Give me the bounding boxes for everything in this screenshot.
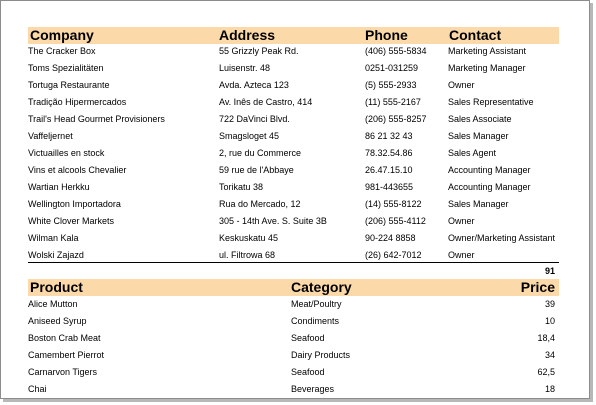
contact-cell: Sales Associate — [448, 114, 512, 124]
table-row — [28, 162, 568, 179]
company-cell: Wartian Herkku — [28, 182, 90, 192]
company-cell: Wellington Importadora — [28, 199, 121, 209]
company-cell: Victuailles en stock — [28, 148, 105, 158]
product-cell: Camembert Pierrot — [28, 350, 105, 360]
table-row — [28, 43, 568, 60]
price-cell: 62,5 — [537, 367, 555, 377]
price-cell: 10 — [544, 316, 555, 326]
company-cell: Wilman Kala — [28, 233, 79, 243]
customers-total: 91 — [544, 266, 555, 276]
company-cell: White Clover Markets — [28, 216, 115, 226]
contact-cell: Sales Manager — [448, 199, 509, 209]
table-row — [28, 230, 568, 247]
address-cell: 2, rue du Commerce — [219, 148, 302, 158]
address-cell: 722 DaVinci Blvd. — [219, 114, 290, 124]
table-row — [28, 381, 568, 398]
product-cell: Chai — [28, 384, 47, 394]
category-cell: Dairy Products — [291, 350, 351, 360]
address-cell: 59 rue de l'Abbaye — [219, 165, 294, 175]
address-cell: ul. Filtrowa 68 — [219, 250, 276, 260]
category-cell: Meat/Poultry — [291, 299, 342, 309]
phone-cell: (406) 555-5834 — [365, 46, 427, 56]
phone-header: Phone — [365, 27, 408, 43]
phone-cell: (206) 555-8257 — [365, 114, 427, 124]
address-header: Address — [219, 27, 276, 43]
contact-cell: Sales Manager — [448, 131, 509, 141]
category-header: Category — [291, 279, 352, 295]
company-cell: Tradição Hipermercados — [28, 97, 127, 107]
phone-cell: (5) 555-2933 — [365, 80, 417, 90]
price-cell: 18,4 — [537, 333, 555, 343]
customers-header — [28, 27, 559, 44]
table-row — [28, 213, 568, 230]
table-row — [28, 94, 568, 111]
table-row — [28, 296, 568, 313]
address-cell: Rua do Mercado, 12 — [219, 199, 301, 209]
address-cell: Torikatu 38 — [219, 182, 264, 192]
phone-cell: 86 21 32 43 — [365, 131, 413, 141]
address-cell: Av. Inês de Castro, 414 — [219, 97, 313, 107]
table-row — [28, 313, 568, 330]
total-separator — [28, 262, 559, 263]
products-header — [28, 279, 559, 296]
company-cell: Trail's Head Gourmet Provisioners — [28, 114, 165, 124]
address-cell: Avda. Azteca 123 — [219, 80, 289, 90]
company-cell: Vins et alcools Chevalier — [28, 165, 127, 175]
phone-cell: (11) 555-2167 — [365, 97, 421, 107]
table-row — [28, 364, 568, 381]
product-cell: Carnarvon Tigers — [28, 367, 98, 377]
category-cell: Beverages — [291, 384, 335, 394]
company-cell: Tortuga Restaurante — [28, 80, 110, 90]
table-row — [28, 128, 568, 145]
address-cell: 55 Grizzly Peak Rd. — [219, 46, 299, 56]
product-cell: Boston Crab Meat — [28, 333, 101, 343]
price-header: Price — [520, 279, 555, 295]
price-cell: 34 — [544, 350, 555, 360]
phone-cell: (26) 642-7012 — [365, 250, 422, 260]
address-cell: Keskuskatu 45 — [219, 233, 279, 243]
table-row — [28, 77, 568, 94]
phone-cell: 981-443655 — [365, 182, 414, 192]
contact-cell: Owner/Marketing Assistant — [448, 233, 556, 243]
table-row — [28, 196, 568, 213]
company-cell: Wolski Zajazd — [28, 250, 84, 260]
product-header: Product — [30, 279, 83, 295]
contact-header: Contact — [449, 27, 502, 43]
category-cell: Seafood — [291, 367, 325, 377]
contact-cell: Sales Agent — [448, 148, 497, 158]
contact-cell: Owner — [448, 250, 475, 260]
company-header: Company — [30, 27, 94, 43]
price-cell: 39 — [544, 299, 555, 309]
company-cell: The Cracker Box — [28, 46, 96, 56]
phone-cell: 26.47.15.10 — [365, 165, 413, 175]
table-row — [28, 145, 568, 162]
company-cell: Vaffeljernet — [28, 131, 73, 141]
contact-cell: Accounting Manager — [448, 182, 531, 192]
address-cell: 305 - 14th Ave. S. Suite 3B — [219, 216, 327, 226]
category-cell: Condiments — [291, 316, 340, 326]
company-cell: Toms Spezialitäten — [28, 63, 104, 73]
table-row — [28, 330, 568, 347]
table-row — [28, 60, 568, 77]
phone-cell: 78.32.54.86 — [365, 148, 413, 158]
category-cell: Seafood — [291, 333, 325, 343]
contact-cell: Owner — [448, 80, 475, 90]
address-cell: Smagsloget 45 — [219, 131, 280, 141]
product-cell: Aniseed Syrup — [28, 316, 87, 326]
contact-cell: Marketing Manager — [448, 63, 526, 73]
phone-cell: (14) 555-8122 — [365, 199, 422, 209]
table-row — [28, 347, 568, 364]
address-cell: Luisenstr. 48 — [219, 63, 271, 73]
phone-cell: (206) 555-4112 — [365, 216, 426, 226]
contact-cell: Sales Representative — [448, 97, 534, 107]
contact-cell: Owner — [448, 216, 475, 226]
phone-cell: 0251-031259 — [365, 63, 419, 73]
table-row — [28, 179, 568, 196]
contact-cell: Marketing Assistant — [448, 46, 527, 56]
price-cell: 18 — [544, 384, 555, 394]
phone-cell: 90-224 8858 — [365, 233, 416, 243]
contact-cell: Accounting Manager — [448, 165, 531, 175]
product-cell: Alice Mutton — [28, 299, 78, 309]
table-row — [28, 111, 568, 128]
